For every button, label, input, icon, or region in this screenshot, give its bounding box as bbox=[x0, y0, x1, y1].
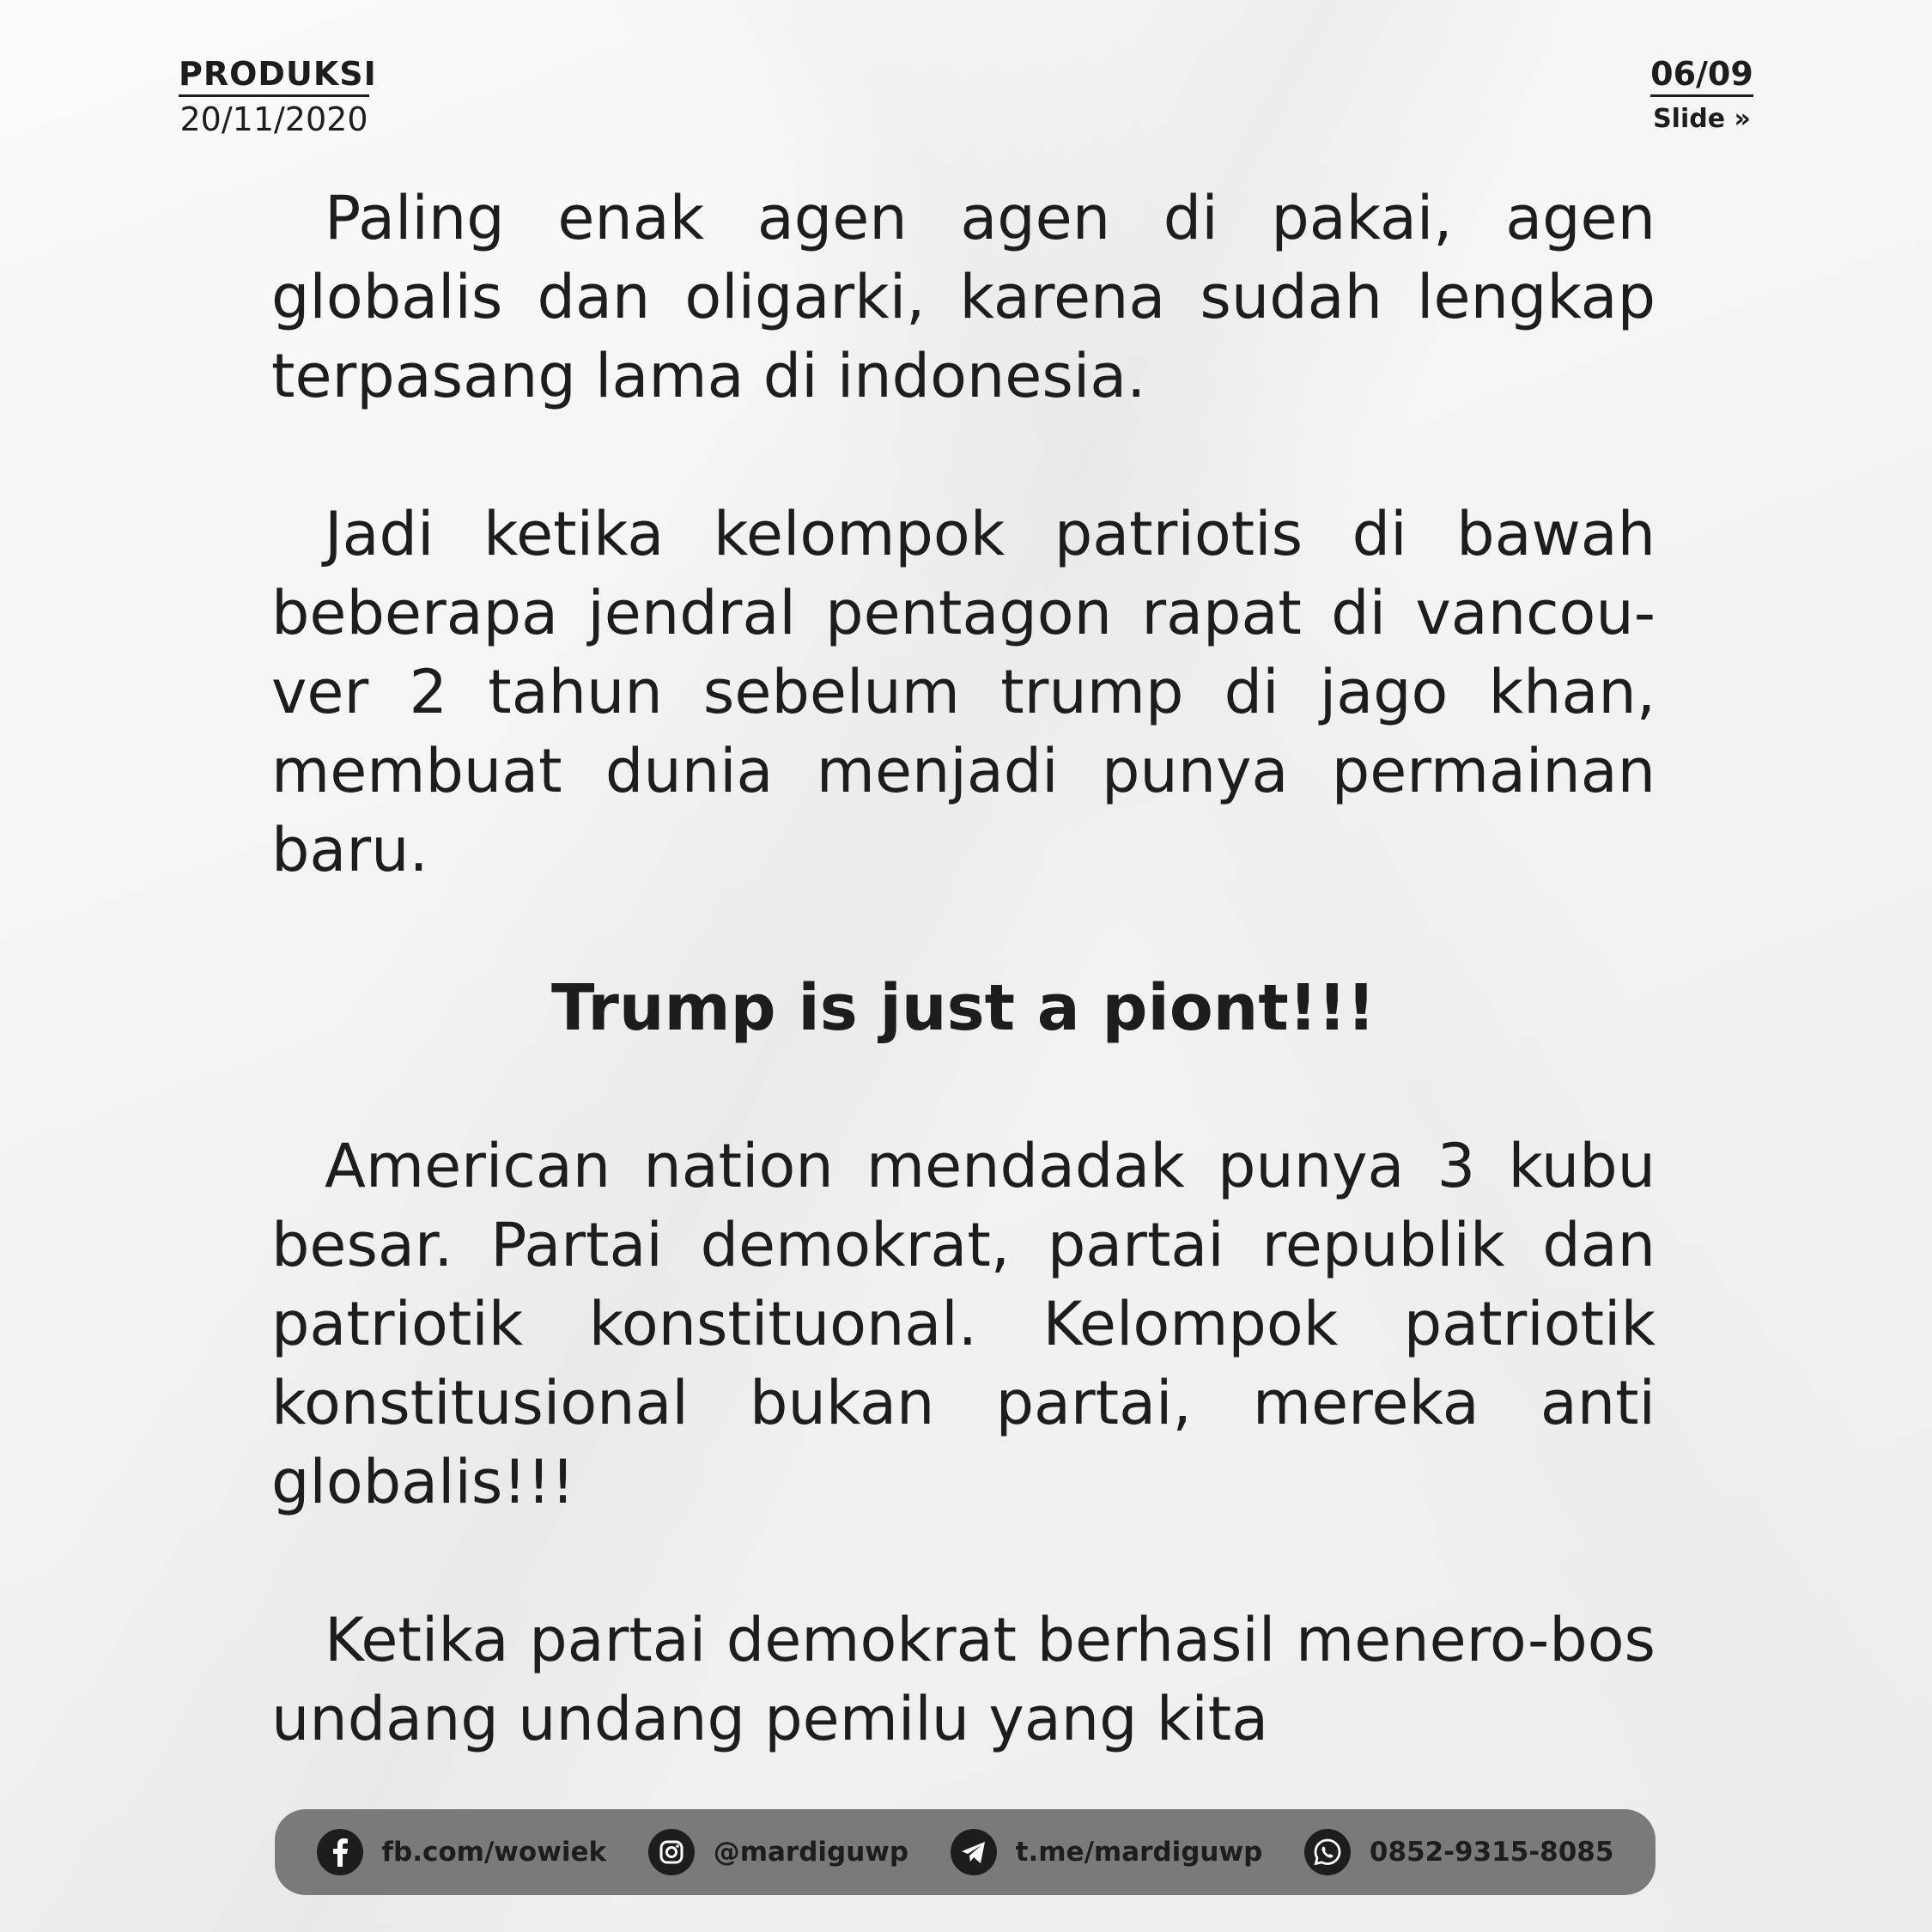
telegram-icon bbox=[951, 1829, 997, 1875]
slide-indicator bbox=[1650, 55, 1753, 134]
paragraph: Jadi ketika kelompok patriotis di bawah beberapa jendral pentagon rapat di vancou-ver 2 tahun sebelum trump di jago khan, membuat dunia menjadi punya permainan baru. bbox=[271, 499, 1656, 885]
facebook-link[interactable] bbox=[317, 1829, 607, 1875]
instagram-icon bbox=[648, 1829, 695, 1875]
telegram-handle: t.me/mardiguwp bbox=[1015, 1837, 1263, 1868]
paragraph: Paling enak agen agen di pakai, agen globalis dan oligarki, karena sudah lengkap terpasang lama di indonesia. bbox=[271, 183, 1656, 411]
telegram-link[interactable] bbox=[951, 1829, 1263, 1875]
facebook-handle: fb.com/wowiek bbox=[381, 1837, 607, 1868]
production-date: 20/11/2020 bbox=[179, 100, 368, 138]
next-slide-label[interactable]: Slide » bbox=[1653, 104, 1751, 134]
production-header bbox=[179, 55, 377, 138]
social-footer-bar bbox=[275, 1809, 1656, 1895]
paragraph: Ketika partai demokrat berhasil menero-bos undang undang pemilu yang kita bbox=[271, 1605, 1656, 1754]
whatsapp-number: 0852-9315-8085 bbox=[1369, 1837, 1614, 1868]
whatsapp-icon bbox=[1304, 1829, 1351, 1875]
highlight-heading: Trump is just a piont!!! bbox=[551, 971, 1376, 1045]
instagram-link[interactable] bbox=[648, 1829, 908, 1875]
whatsapp-link[interactable] bbox=[1304, 1829, 1614, 1875]
production-label: PRODUKSI bbox=[179, 55, 369, 97]
paragraph: American nation mendadak punya 3 kubu besar. Partai demokrat, partai republik dan patriotik konstituonal. Kelompok patriotik konstitusional bukan partai, mereka anti globalis!!! bbox=[271, 1131, 1656, 1517]
facebook-icon bbox=[317, 1829, 363, 1875]
instagram-handle: @mardiguwp bbox=[713, 1837, 909, 1868]
article-body bbox=[271, 179, 1656, 1759]
page-number: 06/09 bbox=[1650, 55, 1753, 97]
